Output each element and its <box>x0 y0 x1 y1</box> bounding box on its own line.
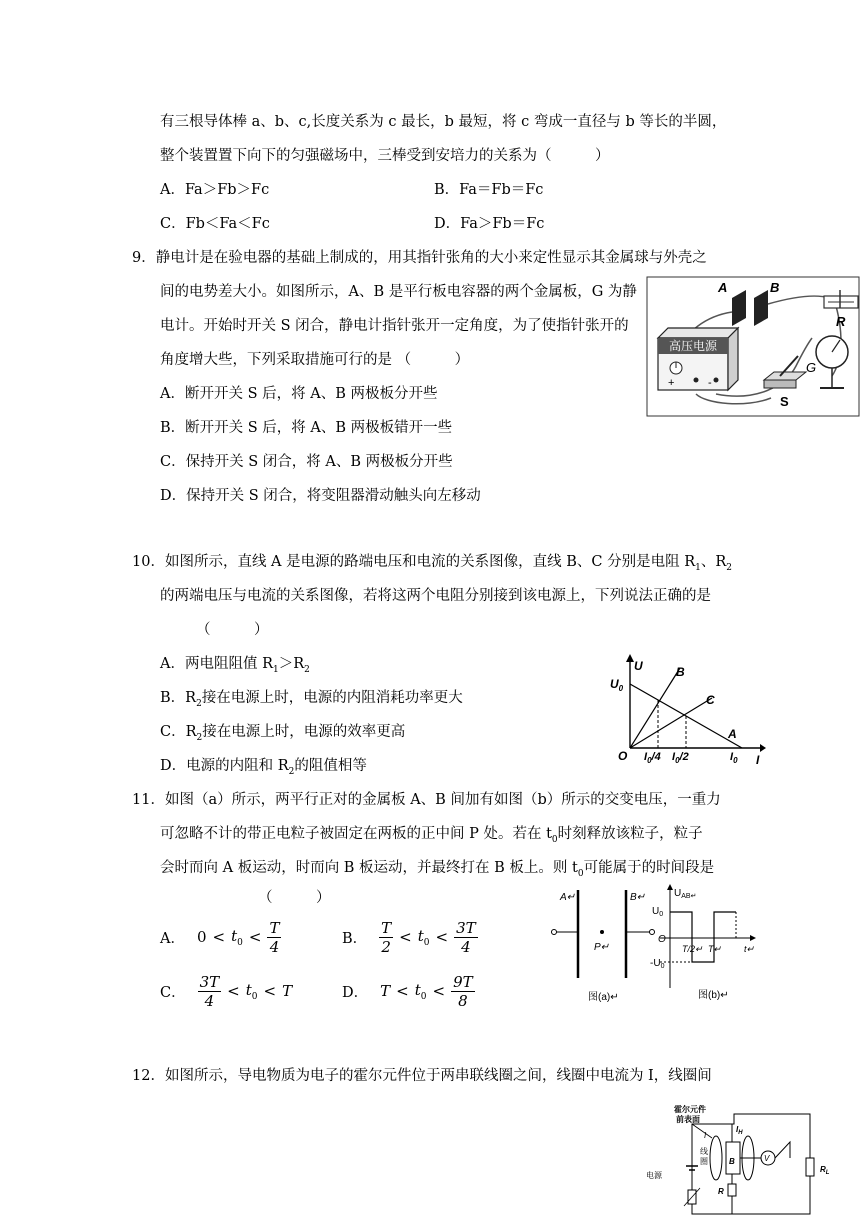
label-power-source: 电源 <box>646 1171 662 1180</box>
label-i: I <box>756 753 760 766</box>
q8-option-a: A．Fa＞Fb＞Fc <box>160 182 270 198</box>
q10-option-c: C．$R_2$接在电源上时，电源的效率更高 <box>160 724 406 743</box>
q11-option-b: B． $\frac{T}{2}$ < $t_0$ < $\frac{3T}{4}$ <box>342 918 476 956</box>
square-wave <box>670 912 736 962</box>
q8-option-c: C．Fb＜Fa＜Fc <box>160 216 270 232</box>
particle-p <box>600 930 604 934</box>
caption-b: 图(b)↵ <box>698 990 729 1001</box>
label-line-c: C <box>706 693 715 707</box>
label-o: O <box>658 934 666 945</box>
q9-option-b: B．断开开关 S 后，将 A、B 两极板错开一些 <box>160 420 453 436</box>
q9-option-a: A．断开开关 S 后，将 A、B 两极板分开些 <box>160 386 438 402</box>
q10-stem-line1: 10．如图所示，直线 A 是电源的路端电压和电流的关系图像，直线 B、C 分别是电阻 $R_1$、$R_2$ <box>132 554 733 573</box>
label-uab: $U_{AB↵}$ <box>674 888 697 900</box>
switch-s <box>764 380 796 388</box>
label-line-b: B <box>676 665 685 679</box>
label-p: P↵ <box>594 942 610 953</box>
label-neg-u0: $-U_0$ <box>650 958 665 970</box>
label-switch: S <box>780 394 789 409</box>
label-front-surface: 前表面 <box>676 1115 700 1124</box>
q9-stem-line2: 间的电势差大小。如图所示，A、B 是平行板电容器的两个金属板，G 为静 <box>160 284 637 300</box>
label-source: 高压电源 <box>668 339 718 353</box>
label-time: t↵ <box>744 944 755 954</box>
label-plus: + <box>668 377 675 389</box>
q10-option-a: A．两电阻阻值 $R_1>R_2$ <box>160 656 310 675</box>
q11-option-a: A． 0 < $t_0$ < $\frac{T}{4}$ <box>160 918 280 956</box>
label-b-field: B <box>729 1157 735 1166</box>
q12-hall-circuit <box>640 1102 838 1216</box>
q11-stem-line3: 会时而向 A 板运动，时而向 B 板运动，并最终打在 B 板上。则 $t_0$可能属于的时间段是 <box>160 860 715 879</box>
label-a: A↵ <box>560 892 576 903</box>
q10-stem-line2: 的两端电压与电流的关系图像，若将这两个电阻分别接到该电源上，下列说法正确的是 <box>160 588 711 604</box>
label-u0: $U_0$ <box>610 677 624 693</box>
label-electroscope: G <box>806 360 817 375</box>
label-rheostat: R <box>836 314 846 329</box>
q8-option-d: D．Fa＞Fb＝Fc <box>434 216 545 232</box>
label-i0-half: $I_0/2$ <box>672 751 689 765</box>
q11-figure-b <box>650 882 762 1006</box>
label-line-a: A <box>728 727 737 741</box>
label-origin: O <box>618 749 628 763</box>
label-current-i: I <box>704 1131 707 1140</box>
label-voltmeter: V <box>764 1154 770 1163</box>
q9-option-c: C．保持开关 S 闭合，将 A、B 两极板分开些 <box>160 454 453 470</box>
label-coil-1: 线 <box>700 1147 708 1156</box>
q9-stem-line4: 角度增大些，下列采取措施可行的是 （ ） <box>160 352 470 368</box>
label-hall-element: 霍尔元件 <box>674 1105 706 1114</box>
q11-stem-line2: 可忽略不计的带正电粒子被固定在两板的正中间 P 处。若在 $t_0$时刻释放该粒子，粒子 <box>160 826 703 845</box>
label-u: U <box>634 659 643 673</box>
q8-stem-line2: 整个装置置下向下的匀强磁场中，三棒受到安培力的关系为（ ） <box>160 148 610 164</box>
label-minus: - <box>708 377 712 389</box>
label-ih: $I_H$ <box>736 1125 743 1136</box>
label-t-half: T/2↵ <box>682 944 703 954</box>
q9-stem-line3: 电计。开始时开关 S 闭合，静电计指针张开一定角度，为了使指针张开的 <box>160 318 629 334</box>
q10-option-d: D．电源的内阻和 $R_2$的阻值相等 <box>160 758 367 777</box>
q9-circuit-figure <box>646 276 860 418</box>
label-plate-a: A <box>718 280 728 295</box>
label-plate-b: B <box>770 280 780 295</box>
label-t: T↵ <box>708 944 722 954</box>
q8-option-b: B．Fa＝Fb＝Fc <box>434 182 544 198</box>
q9-stem-line1: 9．静电计是在验电器的基础上制成的，用其指针张角的大小来定性显示其金属球与外壳之 <box>132 250 707 266</box>
line-c <box>630 698 712 748</box>
q11-stem-line1: 11．如图（a）所示，两平行正对的金属板 A、B 间加有如图（b）所示的交变电压，一重力 <box>132 792 721 808</box>
label-b: B↵ <box>630 892 646 903</box>
coil-left <box>710 1136 722 1180</box>
q8-stem-line1: 有三根导体棒 a、b、c,长度关系为 c 最长，b 最短，将 c 弯成一直径与 b 等长的半圆， <box>160 114 727 130</box>
q11-option-d: D． T < $t_0$ < $\frac{9T}{8}$ <box>342 972 473 1010</box>
q12-stem-line1: 12．如图所示，导电物质为电子的霍尔元件位于两串联线圈之间，线圈中电流为 I，线圈间 <box>132 1068 712 1084</box>
q10-option-b: B．$R_2$接在电源上时，电源的内阻消耗功率更大 <box>160 690 463 709</box>
q11-stem-line4: （ ） <box>258 890 331 906</box>
caption-a: 图(a)↵ <box>588 992 619 1003</box>
q11-figure-a <box>550 884 656 1006</box>
q9-option-d: D．保持开关 S 闭合，将变阻器滑动触头向左移动 <box>160 488 481 504</box>
label-rl: $R_L$ <box>820 1165 830 1176</box>
q10-ui-graph <box>606 652 766 766</box>
label-u0: $U_0$ <box>652 906 664 918</box>
label-coil-2: 圈 <box>700 1157 708 1166</box>
label-i0: $I_0$ <box>730 751 738 765</box>
label-i0-quarter: $I_0/4$ <box>644 751 661 765</box>
label-r: R <box>718 1187 724 1196</box>
q11-option-c: C． $\frac{3T}{4}$ < $t_0$ < T <box>160 972 293 1010</box>
q10-stem-line3: （ ） <box>196 622 269 638</box>
